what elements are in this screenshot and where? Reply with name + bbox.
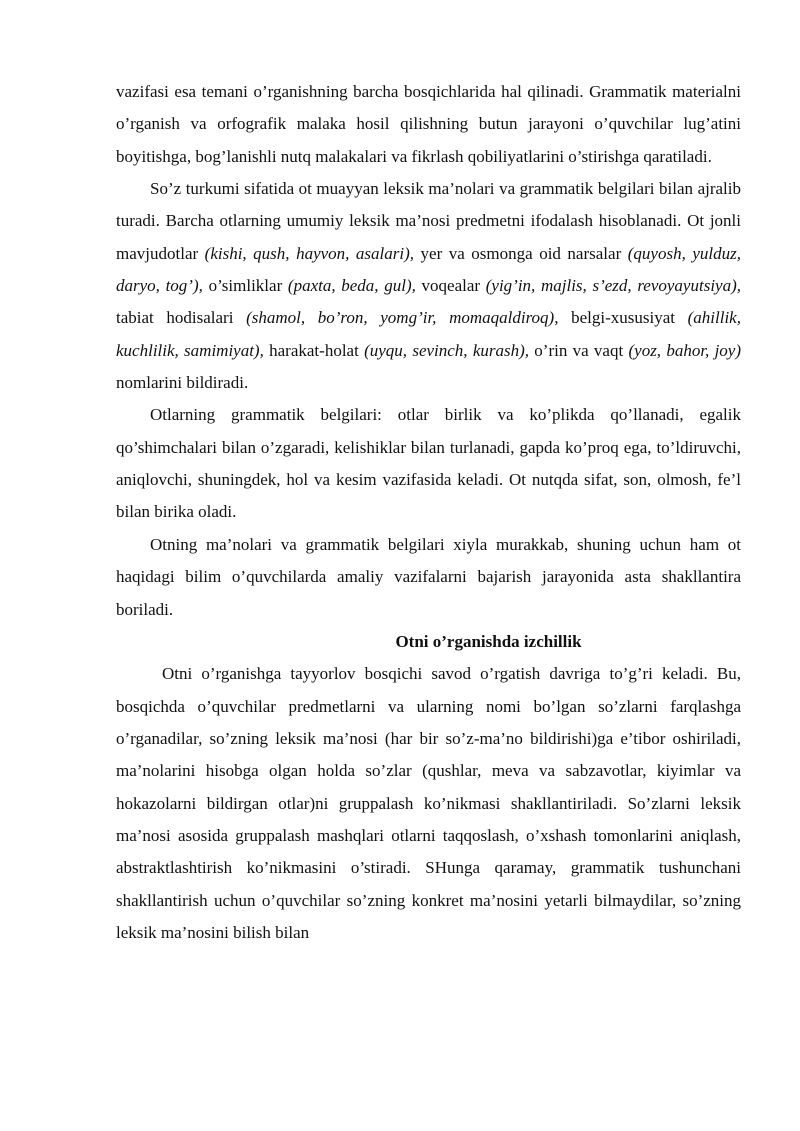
text-run: So’z turkumi sifatida ot muayyan leksik ma’nolari va grammatik belgilari bilan ajralib turadi. Barcha otlarning umumiy leksik ma’nosi predmetni ifodalash hisoblanadi. Ot jonli mavjudotlar bbox=[116, 179, 741, 263]
paragraph-1: vazifasi esa temani o’rganishning barcha bosqichlarida hal qilinadi. Grammatik materialni o’rganish va orfografik malaka hosil qilishning butun jarayoni o’quvchilar lug’atini boyitishga, bog’lanishli nutq malakalari va fikrlash qobiliyatlarini o’stirishga qaratiladi. bbox=[116, 82, 741, 166]
text-run: voqealar bbox=[415, 276, 486, 296]
paragraph-4: Otning ma’nolari va grammatik belgilari xiyla murakkab, shuning uchun ham ot haqidagi bilim o’quvchilarda amaliy vazifalarni bajarish jarayonida asta shakllantira boriladi. bbox=[116, 534, 741, 619]
example-words: (paxta, beda, gul), bbox=[287, 276, 416, 296]
section-heading: Otni o’rganishda izchillik bbox=[395, 631, 582, 651]
text-run: o’simliklar bbox=[202, 276, 288, 296]
example-words: (ahillik, kuchlilik, samimiyat), bbox=[116, 308, 741, 360]
document-page bbox=[116, 76, 741, 949]
text-run: yer va osmonga oid narsalar bbox=[414, 243, 628, 263]
example-words: (yig’in, majlis, s’ezd, revoyayutsiya), bbox=[485, 276, 741, 296]
text-run: o’rin va vaqt bbox=[529, 340, 629, 360]
example-words: (shamol, bo’ron, yomg’ir, momaqaldiroq), bbox=[246, 308, 559, 328]
text-run: tabiat hodisalari bbox=[116, 308, 247, 328]
text-run: nomlarini bildiradi. bbox=[116, 373, 249, 393]
paragraph-5: Otni o’rganishga tayyorlov bosqichi savod o’rgatish davriga to’g’ri keladi. Bu, bosqichda o’quvchilar predmetlarni va ularning nomi bo’lgan so’zlarni farqlashga o’rganadilar, so’zning leksik ma’nosi (har bir so’z-ma’no bildirishi)ga e’tibor oshiriladi, ma’nolarini hisobga olgan holda so’zlar (qushlar, meva va sabzavotlar, kiyimlar va hokazolarni bildirgan otlar)ni gruppalash ko’nikmasi shakllantiriladi. So’zlarni leksik ma’nosi asosida gruppalash mashqlari otlarni taqqoslash, o’xshash tomonlarini aniqlash, abstraktlashtirish ko’nikmasini o’stiradi. SHunga qaramay, grammatik tushunchani shakllantirish uchun o’quvchilar so’zning konkret ma’nosini yetarli bilmaydilar, so’zning leksik ma’nosini bilish bilan bbox=[116, 664, 741, 942]
example-words: (uyqu, sevinch, kurash), bbox=[364, 340, 530, 360]
text-run: belgi-xususiyat bbox=[558, 308, 688, 328]
paragraph-3: Otlarning grammatik belgilari: otlar birlik va ko’plikda qo’llanadi, egalik qo’shimchalari bilan o’zgaradi, kelishiklar bilan turlanadi, gapda ko’proq ega, to’ldiruvchi, aniqlovchi, shuningdek, hol va kesim vazifasida keladi. Ot nutqda sifat, son, olmosh, fe’l bilan birika oladi. bbox=[116, 405, 741, 522]
example-words: (yoz, bahor, joy) bbox=[628, 340, 742, 360]
example-words: (kishi, qush, hayvon, asalari), bbox=[204, 243, 415, 263]
example-words: (quyosh, yulduz, daryo, tog’), bbox=[116, 243, 741, 296]
paragraph-2 bbox=[116, 173, 741, 399]
text-run: harakat-holat bbox=[263, 340, 365, 360]
